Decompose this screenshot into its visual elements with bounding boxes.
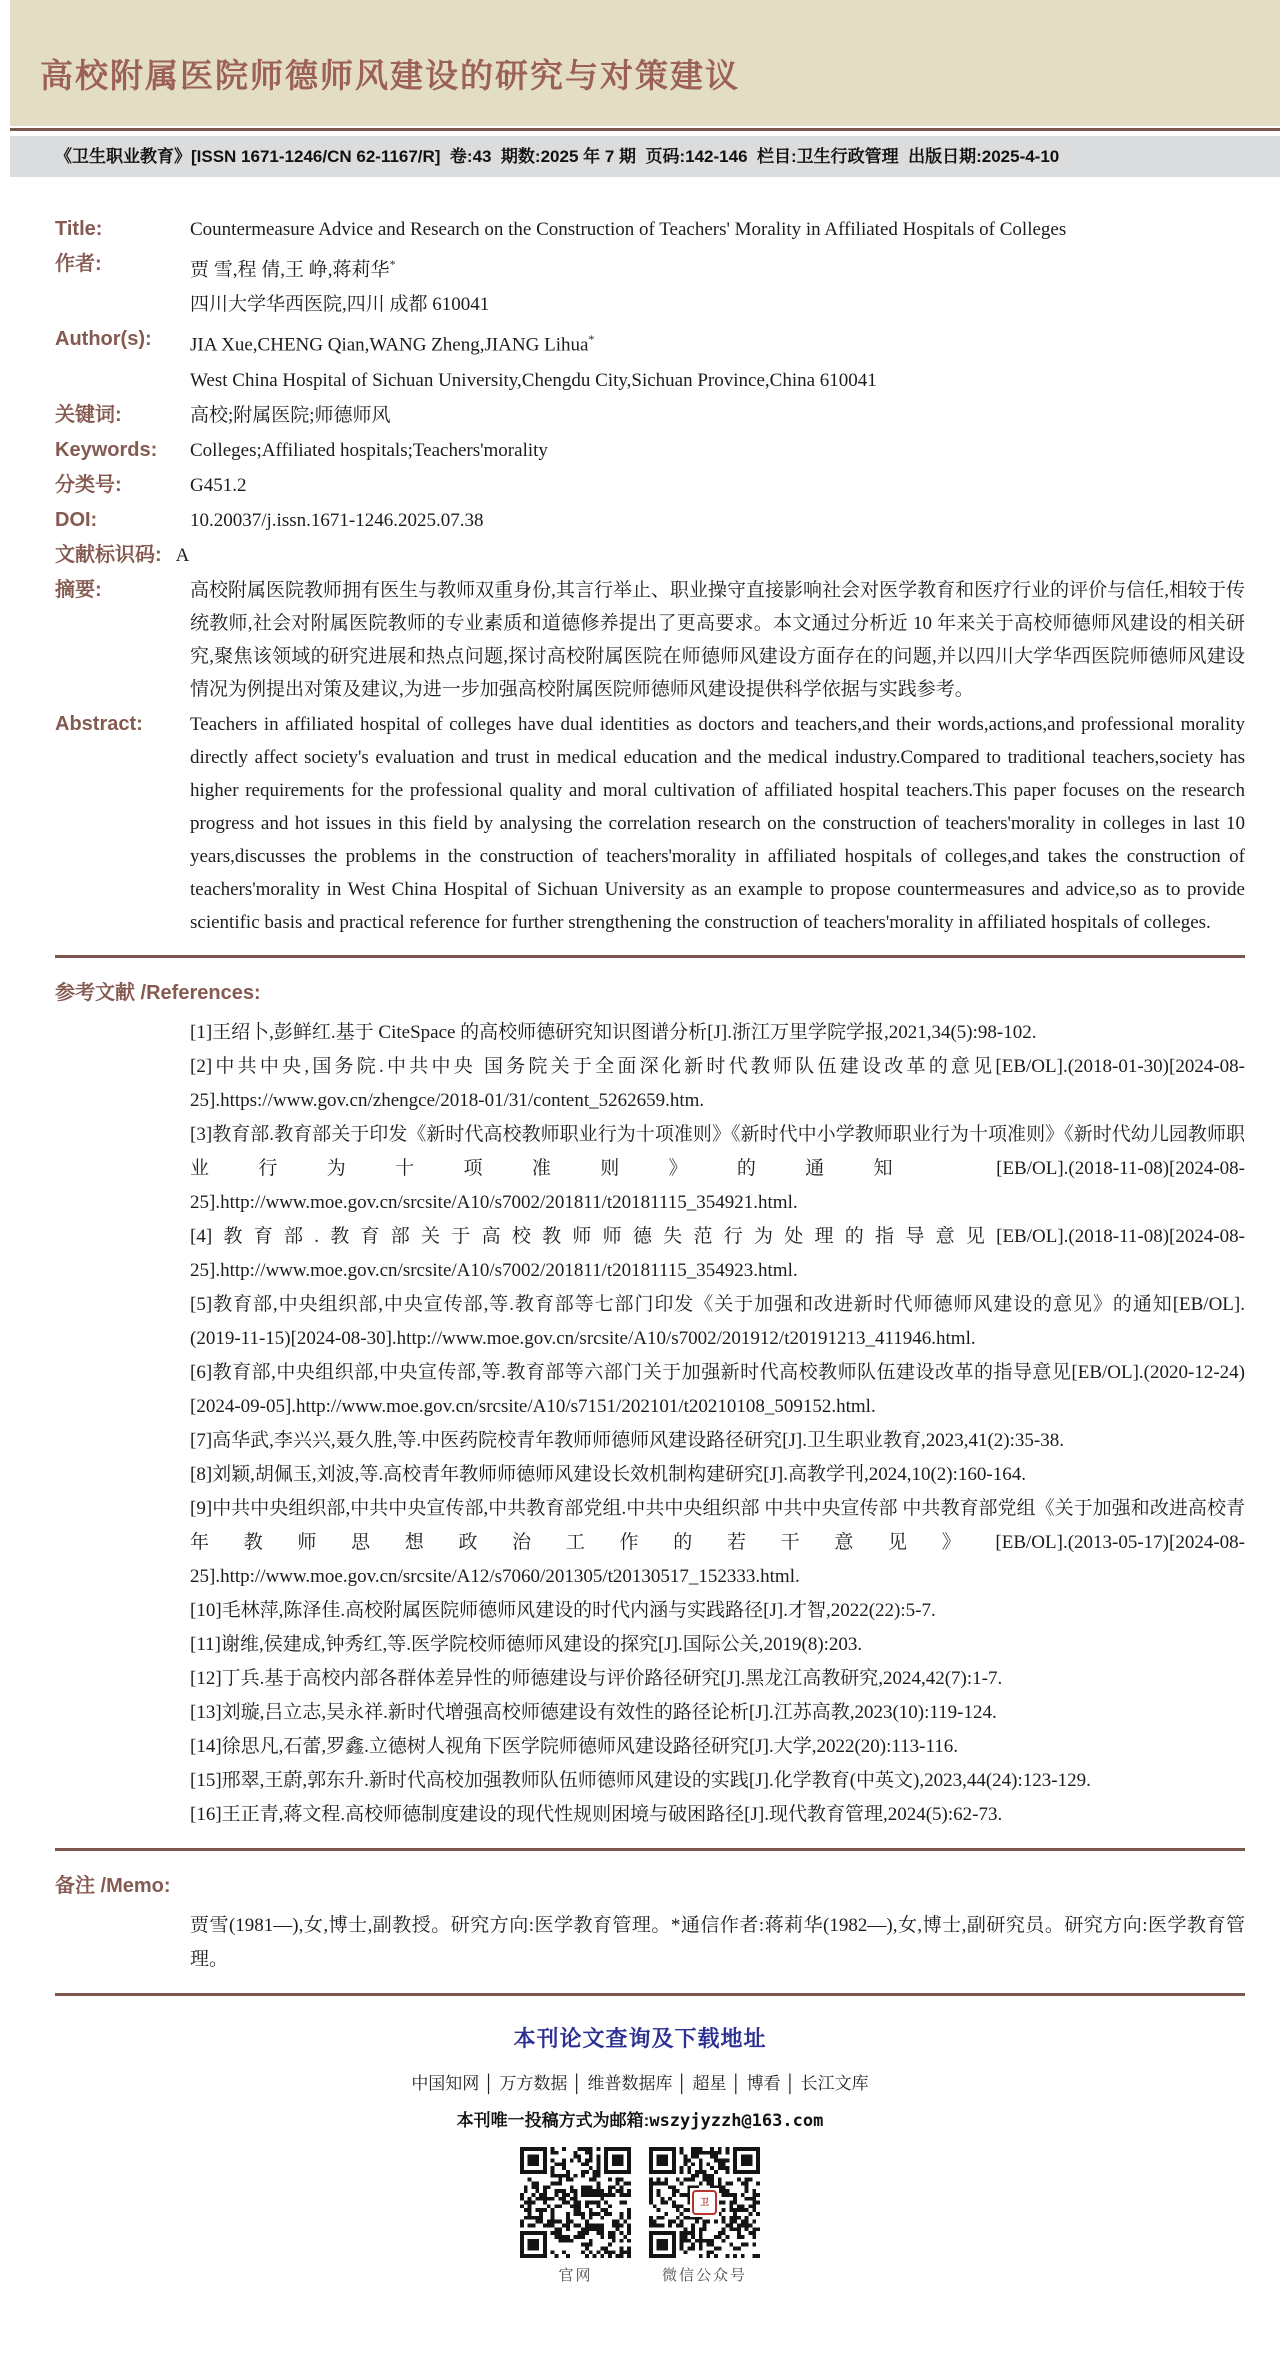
meta-row-authors-cn: [55, 248, 1245, 286]
email-address: wszyjyzzh@163.com: [649, 2110, 824, 2131]
doc-code-label: 文献标识码:: [55, 543, 162, 566]
email-prefix: 本刊唯一投稿方式为邮箱:: [456, 2110, 650, 2130]
references-section: [0, 976, 1280, 1832]
meta-row-keywords-cn: [55, 399, 1245, 432]
meta-row-doc-code: [55, 539, 1245, 572]
reference-item: [3]教育部.教育部关于印发《新时代高校教师职业行为十项准则》《新时代中小学教师职业行为十项准则》《新时代幼儿园教师职业行为十项准则》的通知 [EB/OL].(2018-11-08)[2024-08-25].http://www.moe.gov.cn/srcsite/A10/s7002/201811/t20181115_354921.html.: [190, 1123, 1245, 1213]
keywords-en-value: Colleges;Affiliated hospitals;Teachers'morality: [190, 439, 548, 461]
reference-item: [14]徐思凡,石蕾,罗鑫.立德树人视角下医学院师德师风建设路径研究[J].大学,2022(20):113-116.: [190, 1735, 959, 1757]
title-en-value: Countermeasure Advice and Research on the Construction of Teachers' Morality in Affiliated Hospitals of Colleges: [190, 219, 1067, 240]
references-heading: 参考文献 /References:: [55, 981, 261, 1004]
reference-item: [9]中共中央组织部,中共中央宣传部,中共教育部党组.中共中央组织部 中共中央宣传部 中共教育部党组《关于加强和改进高校青年教师思想政治工作的若干意见》[EB/OL].(2013-05-17)[2024-08-25].http://www.moe.gov.cn/srcsite/A12/s7060/201305/t20130517_152333.html.: [190, 1497, 1245, 1587]
authors-en-label: Author(s):: [55, 328, 152, 351]
doc-code-value: A: [175, 544, 190, 566]
meta-row-clc: [55, 469, 1245, 502]
meta-row-keywords-en: [55, 434, 1245, 467]
qr-wechat-block: [649, 2147, 760, 2285]
meta-row-doi: [55, 504, 1245, 537]
abstract-cn-label: 摘要:: [55, 578, 102, 601]
meta-row-abstract-cn: [55, 574, 1245, 706]
section-divider-footer: [55, 1993, 1245, 1996]
footer-databases: 中国知网 │ 万方数据 │ 维普数据库 │ 超星 │ 博看 │ 长江文库: [411, 2073, 869, 2093]
doi-value: 10.20037/j.issn.1671-1246.2025.07.38: [190, 509, 484, 531]
keywords-en-label: Keywords:: [55, 438, 158, 461]
reference-item: [4]教育部.教育部关于高校教师师德失范行为处理的指导意见[EB/OL].(2018-11-08)[2024-08-25].http://www.moe.gov.cn/srcsite/A10/s7002/201811/t20181115_354923.html.: [190, 1225, 1245, 1281]
abstract-en-text: Teachers in affiliated hospital of colleges have dual identities as doctors and teachers,and their words,actions,and professional morality directly affect society's evaluation and trust in medical education and the medical industry.Compared to traditional teachers,society has higher requirements for the professional quality and moral cultivation of affiliated hospital teachers.This paper focuses on the research progress and hot issues in this field by analysing the correlation research on the construction of teachers'morality in colleges in last 10 years,discusses the problems in the construction of teachers'morality in affiliated hospitals of colleges,and takes the construction of teachers'morality in West China Hospital of Sichuan University as an example to propose countermeasures and advice,so as to provide scientific basis and practical reference for further strengthening the construction of teachers'morality in affiliated hospitals of colleges.: [190, 713, 1245, 933]
affiliation-en-value: West China Hospital of Sichuan University,Chengdu City,Sichuan Province,China 610041: [190, 369, 877, 391]
authors-en-value: JIA Xue,CHENG Qian,WANG Zheng,JIANG Lihua*: [190, 332, 595, 356]
keywords-cn-label: 关键词:: [55, 403, 122, 426]
reference-item: [12]丁兵.基于高校内部各群体差异性的师德建设与评价路径研究[J].黑龙江高教研究,2024,42(7):1-7.: [190, 1667, 1003, 1689]
abstract-en-label: Abstract:: [55, 712, 143, 735]
meta-row-affiliation-en: [55, 364, 1245, 397]
reference-item: [7]高华武,李兴兴,聂久胜,等.中医药院校青年教师师德师风建设路径研究[J].卫生职业教育,2023,41(2):35-38.: [190, 1429, 1064, 1451]
reference-item: [13]刘璇,吕立志,吴永祥.新时代增强高校师德建设有效性的路径论析[J].江苏高教,2023(10):119-124.: [190, 1701, 997, 1723]
reference-item: [6]教育部,中央组织部,中央宣传部,等.教育部等六部门关于加强新时代高校教师队伍建设改革的指导意见[EB/OL].(2020-12-24)[2024-09-05].http://www.moe.gov.cn/srcsite/A10/s7151/202101/t20210108_509152.html.: [190, 1361, 1245, 1417]
abstract-cn-text: 高校附属医院教师拥有医生与教师双重身份,其言行举止、职业操守直接影响社会对医学教育和医疗行业的评价与信任,相较于传统教师,社会对附属医院教师的专业素质和道德修养提出了更高要求。本文通过分析近 10 年来关于高校师德师风建设的相关研究,聚焦该领域的研究进展和热点问题,探讨高校附属医院在师德师风建设方面存在的问题,并以四川大学华西医院师德师风建设情况为例提出对策及建议,为进一步加强高校附属医院师德师风建设提供科学依据与实践参考。: [190, 579, 1245, 700]
metadata-section: [0, 177, 1280, 939]
footer-email-line: [0, 2106, 1280, 2131]
header-divider: [10, 128, 1280, 131]
memo-body: [190, 1909, 1245, 1977]
keywords-cn-value: 高校;附属医院;师德师风: [190, 404, 391, 426]
footer: [0, 2022, 1280, 2303]
qr-code-row: [0, 2147, 1280, 2285]
reference-item: [10]毛林萍,陈泽佳.高校附属医院师德师风建设的时代内涵与实践路径[J].才智,2022(22):5-7.: [190, 1599, 936, 1621]
authors-cn-label: 作者:: [55, 253, 102, 275]
reference-item: [1]王绍卜,彭鲜红.基于 CiteSpace 的高校师德研究知识图谱分析[J].浙江万里学院学报,2021,34(5):98-102.: [190, 1021, 1037, 1043]
qr-official-website-block: [520, 2147, 631, 2285]
meta-row-abstract-en: [55, 708, 1245, 939]
wechat-qr-logo: 卫: [690, 2188, 719, 2217]
affiliation-cn-value: 四川大学华西医院,四川 成都 610041: [190, 294, 490, 316]
clc-value: G451.2: [190, 474, 247, 496]
doi-label: DOI:: [55, 508, 98, 531]
reference-item: [5]教育部,中央组织部,中央宣传部,等.教育部等七部门印发《关于加强和改进新时代师德师风建设的意见》的通知[EB/OL].(2019-11-15)[2024-08-30].http://www.moe.gov.cn/srcsite/A10/s7002/201912/t20191213_411946.html.: [190, 1293, 1245, 1349]
memo-text: 贾雪(1981—),女,博士,副教授。研究方向:医学教育管理。*通信作者:蒋莉华(1982—),女,博士,副研究员。研究方向:医学教育管理。: [190, 1914, 1245, 1970]
section-divider-references: [55, 955, 1245, 958]
corresponding-author-mark: *: [588, 332, 595, 347]
memo-section: [0, 1869, 1280, 1977]
reference-item: [8]刘颖,胡佩玉,刘波,等.高校青年教师师德师风建设长效机制构建研究[J].高教学刊,2024,10(2):160-164.: [190, 1463, 1026, 1485]
clc-label: 分类号:: [55, 473, 122, 496]
article-title: 高校附属医院师德师风建设的研究与对策建议: [40, 57, 740, 94]
title-label: Title:: [55, 218, 103, 240]
qr-code-official-website: [520, 2147, 631, 2258]
qr-wechat-label: 微信公众号: [661, 2266, 747, 2284]
reference-item: [11]谢维,侯建成,钟秀红,等.医学院校师德师风建设的探究[J].国际公关,2019(8):203.: [190, 1633, 863, 1655]
reference-item: [15]邢翠,王蔚,郭东升.新时代高校加强教师队伍师德师风建设的实践[J].化学教育(中英文),2023,44(24):123-129.: [190, 1769, 1091, 1791]
qr-official-website-label: 官网: [558, 2266, 593, 2284]
section-divider-memo: [55, 1848, 1245, 1851]
meta-row-title: [55, 213, 1245, 246]
authors-cn-value: 贾 雪,程 倩,王 峥,蒋莉华*: [190, 257, 396, 281]
meta-row-authors-en: [55, 323, 1245, 361]
reference-item: [2]中共中央,国务院.中共中央 国务院关于全面深化新时代教师队伍建设改革的意见[EB/OL].(2018-01-30)[2024-08-25].https://www.gov.cn/zhengce/2018-01/31/content_5262659.htm.: [190, 1055, 1245, 1111]
article-header: [10, 0, 1280, 126]
memo-heading: 备注 /Memo:: [55, 1874, 171, 1897]
corresponding-author-mark: *: [389, 257, 396, 271]
journal-info-bar: [10, 136, 1280, 177]
journal-info-text: 《卫生职业教育》[ISSN 1671-1246/CN 62-1167/R] 卷:43 期数:2025 年 7 期 页码:142-146 栏目:卫生行政管理 出版日期:2025-4-10: [55, 147, 1060, 166]
reference-item: [16]王正青,蒋文程.高校师德制度建设的现代性规则困境与破困路径[J].现代教育管理,2024(5):62-73.: [190, 1803, 1003, 1825]
meta-row-affiliation-cn: [55, 288, 1245, 321]
footer-title: 本刊论文查询及下载地址: [513, 2025, 767, 2051]
references-list: [190, 1016, 1245, 1832]
